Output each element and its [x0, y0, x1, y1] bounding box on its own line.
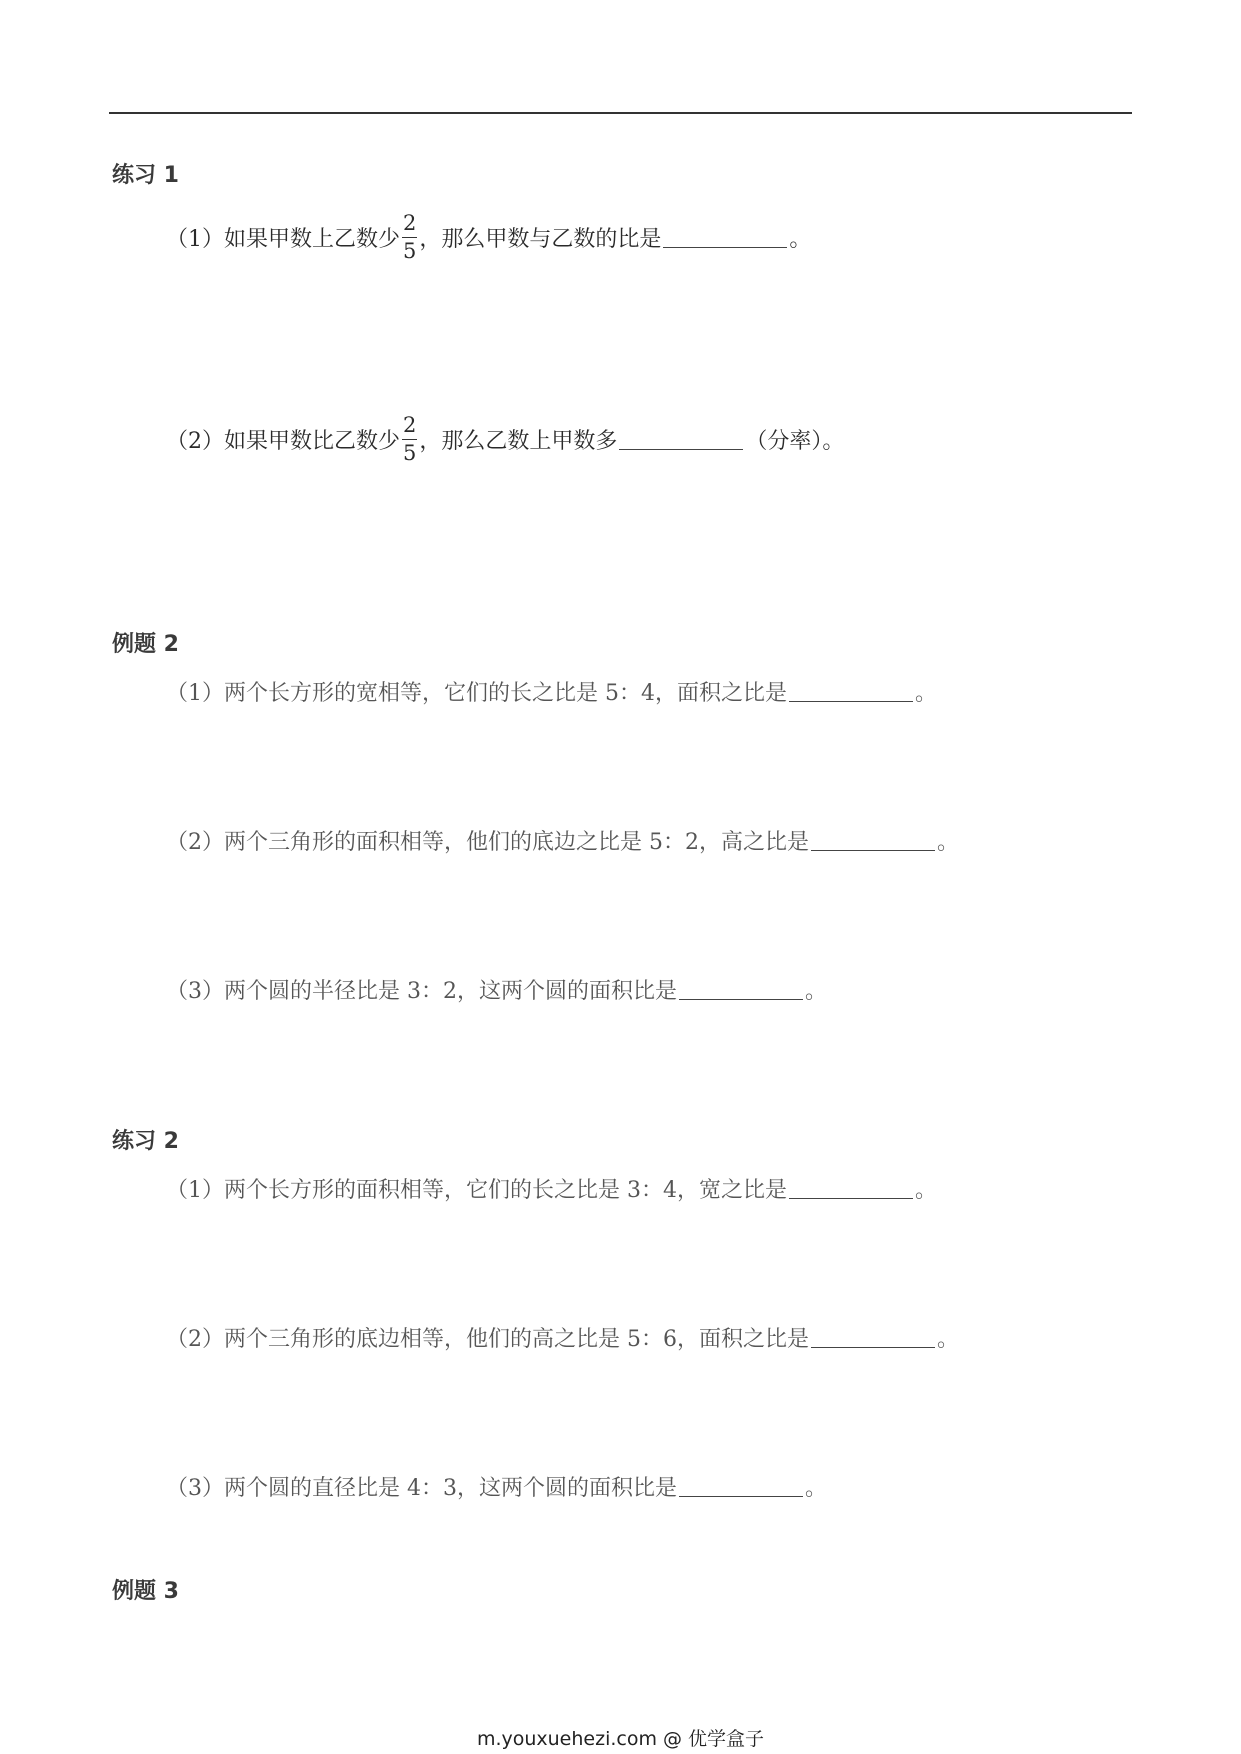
example2-question-1	[166, 676, 937, 707]
example3-heading: 例题 3	[112, 1579, 179, 1604]
answer-blank[interactable]	[811, 830, 935, 851]
question-end: 。	[915, 681, 938, 706]
question-end: （分率）。	[745, 429, 845, 454]
answer-blank[interactable]	[811, 1327, 935, 1348]
question-text: （1）如果甲数上乙数少	[166, 227, 400, 252]
answer-blank[interactable]	[789, 1178, 913, 1199]
practice2-question-1	[166, 1173, 937, 1204]
answer-blank[interactable]	[663, 227, 787, 248]
fraction-numerator: 2	[402, 213, 417, 238]
question-text: ，那么乙数上甲数多	[419, 429, 618, 454]
question-end: 。	[805, 1476, 828, 1501]
example2-question-3	[166, 974, 827, 1005]
header-rule	[109, 112, 1132, 114]
question-end: 。	[937, 830, 960, 855]
question-text: （1）两个长方形的宽相等，它们的长之比是 5：4，面积之比是	[166, 681, 787, 706]
question-end: 。	[937, 1327, 960, 1352]
question-text: （1）两个长方形的面积相等，它们的长之比是 3：4，宽之比是	[166, 1178, 787, 1203]
answer-blank[interactable]	[679, 979, 803, 1000]
practice2-question-2	[166, 1322, 959, 1353]
fraction	[402, 213, 417, 262]
question-text: （2）两个三角形的面积相等，他们的底边之比是 5：2，高之比是	[166, 830, 809, 855]
answer-blank[interactable]	[679, 1476, 803, 1497]
answer-blank[interactable]	[619, 429, 743, 450]
fraction-denominator: 5	[403, 441, 417, 465]
question-text: （2）两个三角形的底边相等，他们的高之比是 5：6，面积之比是	[166, 1327, 809, 1352]
question-text: ，那么甲数与乙数的比是	[419, 227, 662, 252]
answer-blank[interactable]	[789, 681, 913, 702]
practice1-question-2	[166, 415, 844, 464]
footer-watermark: m.youxuehezi.com @ 优学盒子	[476, 1728, 765, 1750]
fraction-denominator: 5	[403, 239, 417, 263]
question-end: 。	[789, 227, 812, 252]
question-end: 。	[915, 1178, 938, 1203]
practice2-heading: 练习 2	[112, 1129, 179, 1154]
practice1-heading: 练习 1	[112, 163, 179, 188]
question-end: 。	[805, 979, 828, 1004]
example2-heading: 例题 2	[112, 632, 179, 657]
fraction-numerator: 2	[402, 415, 417, 440]
practice2-question-3	[166, 1471, 827, 1502]
fraction	[402, 415, 417, 464]
practice1-question-1	[166, 213, 811, 262]
question-text: （3）两个圆的直径比是 4：3，这两个圆的面积比是	[166, 1476, 677, 1501]
question-text: （3）两个圆的半径比是 3：2，这两个圆的面积比是	[166, 979, 677, 1004]
question-text: （2）如果甲数比乙数少	[166, 429, 400, 454]
example2-question-2	[166, 825, 959, 856]
